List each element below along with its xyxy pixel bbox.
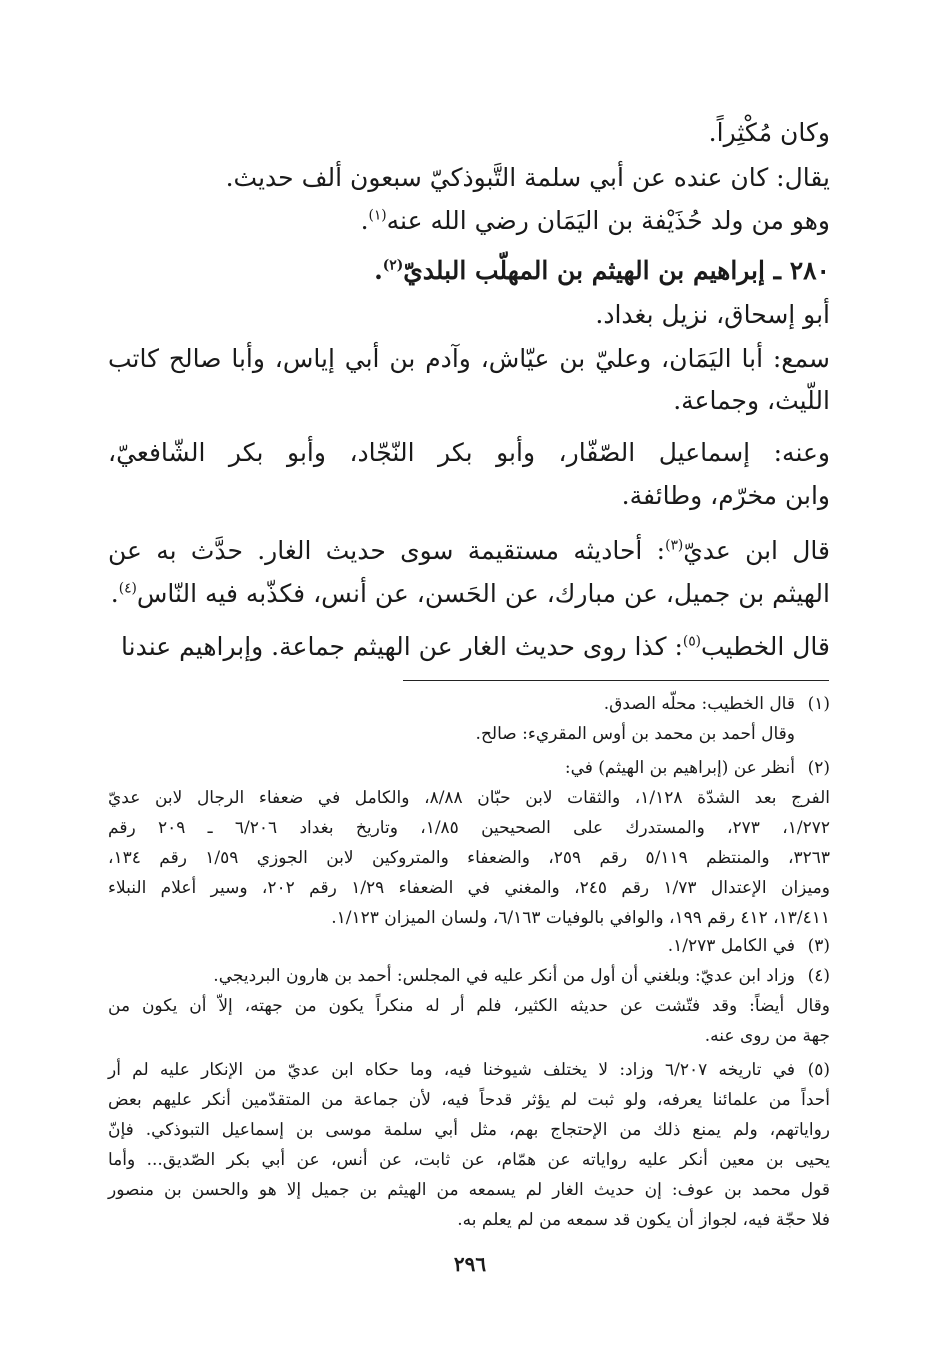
footnote-line: فلا حجّة فيه، لجواز أن يكون قد سمعه من لم يعلم به.: [457, 1210, 830, 1230]
footnote-line: ٣٢٦٣، والمنتظم ٥/١١٩ رقم ٢٥٩، والضعفاء والمتروكين لابن الجوزي ١/٥٩ رقم ١٣٤،: [108, 848, 830, 868]
body-line-text: وعنه: إسماعيل الصّفّار، وأبو بكر النّجّاد، وأبو بكر الشّافعيّ،: [108, 438, 830, 467]
body-line-text: ٢٨٠ ـ إبراهيم بن الهيثم بن المهلّب البلديّ: [403, 256, 830, 285]
footnote-line: في الكامل ١/٢٧٣.: [667, 936, 795, 956]
body-line: [709, 120, 830, 145]
footnote-line: وقال أحمد بن محمد بن أوس المقريء: صالح.: [475, 724, 795, 744]
footnote-line: في تاريخه ٦/٢٠٧ وزاد: لا يختلف شيوخنا فيه، وما حكاه ابن عديّ من الإنكار عليه لم أر: [108, 1060, 795, 1080]
body-line: [374, 258, 830, 283]
body-line: [111, 581, 830, 606]
footnote-line: قول محمد بن عوف: إن حديث الغار لم يسمعه من الهيثم بن جميل إلا هو والحسن بن منصور: [108, 1180, 830, 1200]
body-line-text: وهو من ولد حُذَيْفة بن اليَمَان رضي الله عنه: [386, 206, 830, 235]
footnote-line: وميزان الإعتدال ١/٧٣ رقم ٢٤٥، والمغني في الضعفاء ١/٢٩ رقم ٢٠٢، وسير أعلام النبلاء: [108, 878, 831, 898]
body-line-text: .: [374, 256, 383, 285]
footnote-line: يحيى بن معين أنكر عليه رواياته عن همّام، عن ثابت، عن أنس، عن أبي بكر الصّديق... وأما: [108, 1150, 830, 1170]
body-line-text: وابن مخرّم، وطائفة.: [621, 481, 830, 510]
footnote-line: قال الخطيب: محلّه الصدق.: [603, 694, 795, 714]
footnote-ref: (٤): [118, 580, 137, 597]
body-line-text: يقال: كان عنده عن أبي سلمة التَّبوذكيّ سبعون ألف حديث.: [225, 163, 830, 192]
footnote-line: أحداً من علمائنا يعرفه، ولو ثبت لم يؤثر قدحاً فيه، لأن جماعة من المتقدّمين أنكر عليهم بعض: [108, 1090, 830, 1110]
footnote-line: ١٣/٤١١، ٤١٢ رقم ١٩٩، والوافي بالوفيات ٦/١٦٣، ولسان الميزان ١/١٢٣.: [331, 908, 830, 928]
body-line: [595, 302, 830, 327]
footnote-number: (٥): [807, 1060, 830, 1080]
footnote-line: وزاد ابن عديّ: وبلغني أن أول من أنكر عليه في المجلس: أحمد بن هارون البرديجي.: [213, 966, 795, 986]
footnote-separator: [403, 680, 829, 681]
footnote-ref: (٣): [665, 537, 684, 554]
body-line: [622, 483, 830, 508]
body-line: [121, 634, 830, 659]
footnote-ref: (٢): [382, 257, 404, 274]
footnote-number: (١): [807, 694, 830, 714]
body-line-text: الهيثم بن جميل، عن مبارك، عن الحَسن، عن أنس، فكذّبه فيه النّاس: [136, 579, 830, 608]
footnote-number: (٢): [807, 758, 830, 778]
footnote-line: الفرج بعد الشدّة ١/١٢٨، والثقات لابن حبّان ٨/٨٨، والكامل في ضعفاء الرجال لابن عديّ: [108, 788, 830, 808]
body-line: [361, 208, 830, 233]
body-line-text: : أحاديثه مستقيمة سوى حديث الغار. حدَّث به عن: [108, 536, 666, 565]
body-line-text: .: [110, 579, 119, 608]
body-line: [673, 388, 830, 413]
footnote-ref: (٥): [682, 633, 702, 650]
body-line-text: سمع: أبا اليَمَان، وعليّ بن عيّاش، وآدم بن أبي إياس، وأبا صالح كاتب: [108, 344, 830, 373]
body-line: [108, 346, 830, 371]
body-line: [108, 538, 830, 563]
body-line-text: اللّيث، وجماعة.: [673, 386, 830, 415]
body-line: [226, 165, 830, 190]
body-line-text: قال الخطيب: [701, 632, 830, 661]
footnote-line: أنظر عن (إبراهيم بن الهيثم) في:: [564, 758, 795, 778]
footnote-line: جهة من روى عنه.: [704, 1026, 830, 1046]
footnote-ref: (١): [368, 207, 387, 224]
body-line-text: أبو إسحاق، نزيل بغداد.: [595, 300, 830, 329]
body-line-text: قال ابن عديّ: [683, 536, 831, 565]
footnote-line: وقال أيضاً: وقد فتّشت عن حديثه الكثير، فلم أر له منكراً يكون من جهته، إلاّ أن يكون من: [108, 996, 830, 1016]
body-line: [108, 440, 830, 465]
footnote-line: ١/٢٧٢، ٢٧٣، والمستدرك على الصحيحين ١/٨٥، وتاريخ بغداد ٦/٢٠٦ ـ ٢٠٩ رقم: [108, 818, 830, 838]
body-line-text: وكان مُكْثِراً.: [708, 118, 830, 147]
page-number: ٢٩٦: [453, 1252, 487, 1276]
body-line-text: : كذا روى حديث الغار عن الهيثم جماعة. وإبراهيم عندنا: [121, 632, 683, 661]
body-line-text: .: [360, 206, 369, 235]
footnote-line: رواياتهم، ولم يمنع ذلك من الإحتجاج بهم، مثل أبي سلمة موسى بن إسماعيل التبوذكي. فإنّ: [108, 1120, 830, 1140]
footnote-number: (٤): [807, 966, 830, 986]
footnote-number: (٣): [807, 936, 830, 956]
